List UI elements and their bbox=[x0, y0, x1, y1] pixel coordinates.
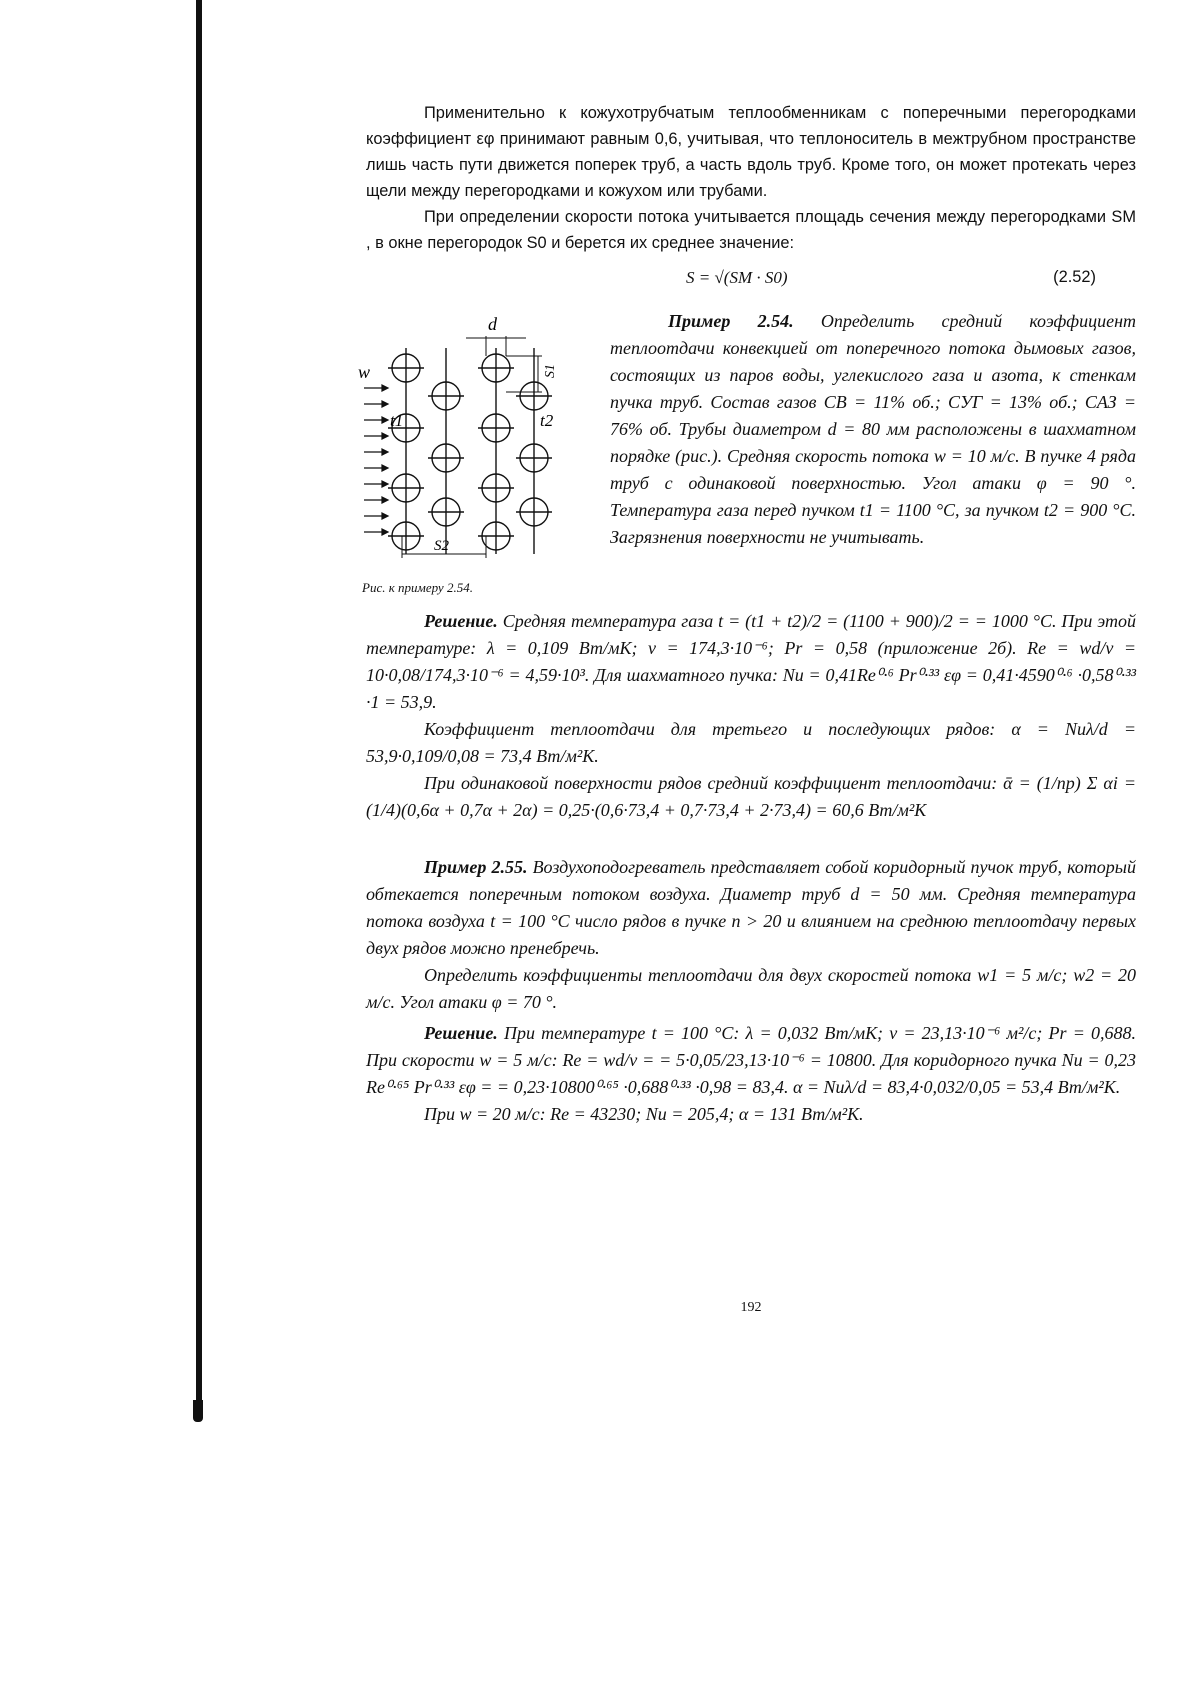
example-2-55-p2: Определить коэффициенты теплоотдачи для двух скоростей потока w1 = 5 м/с; w2 = 20 м/с. Угол атаки φ = 70 °. bbox=[366, 965, 1136, 1012]
solution-2-55 bbox=[366, 1020, 1136, 1101]
solution-2-55-label: Решение. bbox=[424, 1023, 498, 1043]
solution-2-54-p2: Коэффициент теплоотдачи для третьего и последующих рядов: α = Nuλ/d = 53,9·0,109/0,08 = 73,4 Вт/м²К. bbox=[366, 719, 1136, 766]
tube-bundle-figure bbox=[356, 308, 586, 608]
flow-arrowhead bbox=[382, 417, 388, 423]
spacer bbox=[366, 824, 1136, 854]
solution-2-54-label: Решение. bbox=[424, 611, 498, 631]
label-s1: S1 bbox=[543, 364, 558, 378]
flow-arrowhead bbox=[382, 513, 388, 519]
binding-edge-tail bbox=[193, 1400, 203, 1422]
solution-2-54-text: Средняя температура газа t = (t1 + t2)/2 = (1100 + 900)/2 = = 1000 °C. При этой температуре: λ = 0,109 Вт/мК; ν = 174,3·10⁻⁶; Pr = 0,58 (приложение 2б). Re = wd/ν = 10·0,08/174,3·10⁻⁶ = 4,59·10³. Для шахматного пучка: Nu = 0,41Re⁰·⁶ Pr⁰·³³ εφ = 0,41·4590⁰·⁶ ·0,58⁰·³³ ·1 = 53,9. bbox=[366, 611, 1136, 712]
binding-edge bbox=[196, 0, 202, 1420]
label-t1: t1 bbox=[390, 411, 404, 430]
page bbox=[358, 100, 1137, 1315]
flow-arrowhead bbox=[382, 481, 388, 487]
solution-2-54 bbox=[366, 608, 1136, 716]
example-2-54-text bbox=[610, 308, 1136, 551]
page-number: 192 bbox=[740, 1300, 762, 1315]
solution-2-54-p3: При одинаковой поверхности рядов средний коэффициент теплоотдачи: ᾱ = (1/np) Σ αi = (1/4)(0,6α + 0,7α + 2α) = 0,25·(0,6·73,4 + 0,7·73,4 + 2·73,4) = 60,6 Вт/м²К bbox=[366, 773, 1136, 820]
flow-arrowhead bbox=[382, 385, 388, 391]
paragraph-1: Применительно к кожухотрубчатым теплообменникам с поперечными перегородками коэффициент εφ принимают равным 0,6, учитывая, что теплоноситель в межтрубном пространстве лишь часть пути движется поперек труб, а часть вдоль труб. Кроме того, он может протекать через щели между перегородками и кожухом или трубами. bbox=[366, 104, 1136, 200]
flow-arrowhead bbox=[382, 433, 388, 439]
example-2-54-statement: Определить средний коэффициент теплоотдачи конвекцией от поперечного потока дымовых газов, состоящих из паров воды, углекислого газа и азота, к стенкам пучка труб. Состав газов CB = 11% об.; CУГ = 13% об.; CАЗ = 76% об. Трубы диаметром d = 80 мм расположены в шахматном порядке (рис.). Средняя скорость потока w = 10 м/с. В пучке 4 ряда труб с одинаковой поверхностью. Угол атаки φ = 90 °. Температура газа перед пучком t1 = 1100 °C, за пучком t2 = 900 °C. Загрязнения поверхности не учитывать. bbox=[610, 311, 1136, 547]
paragraph-2: При определении скорости потока учитывается площадь сечения между перегородками SM , в окне перегородок S0 и берется их среднее значение: bbox=[366, 208, 1136, 252]
example-2-54-block bbox=[358, 308, 1136, 608]
equation-formula: S = √(SM · S0) bbox=[686, 268, 788, 287]
label-d: d bbox=[488, 314, 497, 334]
flow-arrowhead bbox=[382, 497, 388, 503]
solution-2-55-text: При температуре t = 100 °C: λ = 0,032 Вт/мК; ν = 23,13·10⁻⁶ м²/с; Pr = 0,688. При скорости w = 5 м/с: Re = wd/ν = = 5·0,05/23,13·10⁻⁶ = 10800. Для коридорного пучка Nu = 0,23 Re⁰·⁶⁵ Pr⁰·³³ εφ = = 0,23·10800⁰·⁶⁵ ·0,688⁰·³³ ·0,98 = 83,4. α = Nuλ/d = 83,4·0,032/0,05 = 53,4 Вт/м²К. bbox=[366, 1023, 1137, 1097]
equation-2-52 bbox=[366, 262, 1136, 302]
figure-caption: Рис. к примеру 2.54. bbox=[362, 580, 473, 595]
tube-bundle-diagram bbox=[356, 308, 586, 578]
label-s2: S2 bbox=[434, 538, 449, 554]
label-w: w bbox=[358, 362, 371, 382]
equation-number: (2.52) bbox=[1053, 268, 1096, 286]
example-2-55-title: Пример 2.55. bbox=[424, 857, 528, 877]
flow-arrowhead bbox=[382, 449, 388, 455]
solution-2-55-p2: При w = 20 м/с: Re = 43230; Nu = 205,4; α = 131 Вт/м²К. bbox=[424, 1104, 864, 1124]
flow-arrowhead bbox=[382, 401, 388, 407]
example-2-54-title: Пример 2.54. bbox=[668, 311, 794, 331]
flow-arrowhead bbox=[382, 465, 388, 471]
example-2-55 bbox=[366, 854, 1136, 962]
label-t2: t2 bbox=[540, 411, 554, 430]
example-2-55-statement: Воздухоподогреватель представляет собой коридорный пучок труб, который обтекается поперечным потоком воздуха. Диаметр труб d = 50 мм. Средняя температура потока воздуха t = 100 °C число рядов в пучке n > 20 и влиянием на среднюю теплоотдачу первых двух рядов можно пренебречь. bbox=[366, 857, 1136, 958]
flow-arrowhead bbox=[382, 529, 388, 535]
